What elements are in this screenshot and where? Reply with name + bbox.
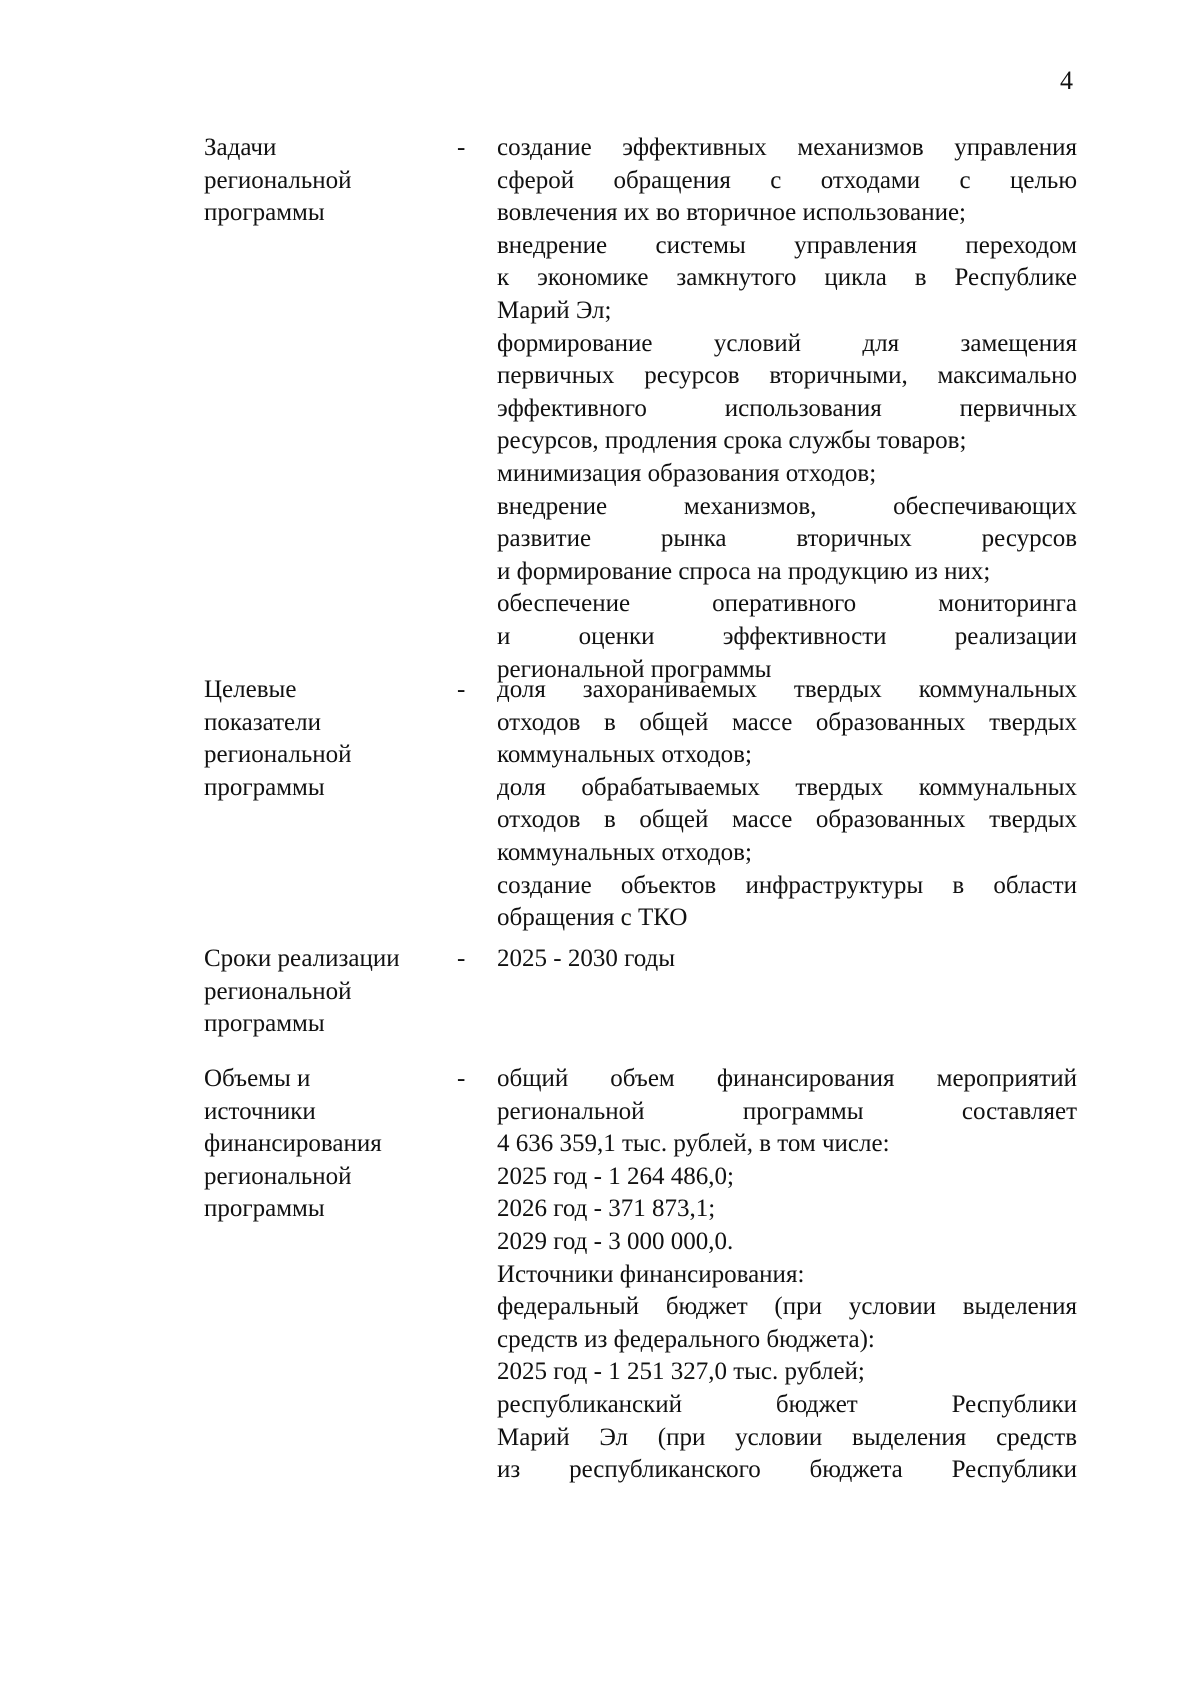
label-line: финансирования: [204, 1130, 382, 1158]
content-line: коммунальных отходов;: [497, 741, 752, 769]
content-line: внедрение механизмов, обеспечивающих: [497, 492, 1077, 520]
content-line: и формирование спроса на продукцию из них;: [497, 557, 991, 585]
section-dash: -: [457, 676, 466, 703]
content-line: отходов в общей массе образованных твердых: [497, 708, 1077, 736]
content-line: создание объектов инфраструктуры в области: [497, 871, 1077, 899]
content-line: ресурсов, продления срока службы товаров;: [497, 427, 967, 455]
label-line: программы: [204, 199, 325, 227]
label-line: региональной: [204, 977, 352, 1005]
content-line: минимизация образования отходов;: [497, 459, 877, 487]
content-line: и оценки эффективности реализации: [497, 622, 1077, 650]
section-label: [204, 1063, 454, 1226]
label-line: программы: [204, 773, 325, 801]
content-line: развитие рынка вторичных ресурсов: [497, 525, 1077, 553]
content-line: Марий Эл (при условии выделения средств: [497, 1423, 1077, 1451]
content-line: республиканский бюджет Республики: [497, 1390, 1077, 1418]
content-line: региональной программы составляет: [497, 1097, 1077, 1125]
content-line: формирование условий для замещения: [497, 329, 1077, 357]
content-line: коммунальных отходов;: [497, 838, 752, 866]
content-line: 2029 год - 3 000 000,0.: [497, 1227, 734, 1255]
content-line: отходов в общей массе образованных твердых: [497, 806, 1077, 834]
label-line: региональной: [204, 741, 352, 769]
section-dash: -: [457, 134, 466, 161]
section-label: [204, 674, 454, 804]
section-content: [497, 943, 1077, 976]
content-line: сферой обращения с отходами с целью: [497, 166, 1077, 194]
content-line: вовлечения их во вторичное использование;: [497, 199, 967, 227]
section-content: [497, 132, 1077, 686]
label-line: программы: [204, 1195, 325, 1223]
content-line: 2026 год - 371 873,1;: [497, 1195, 716, 1223]
content-line: 2025 - 2030 годы: [497, 945, 676, 972]
content-line: Марий Эл;: [497, 296, 612, 324]
label-line: Задачи: [204, 134, 277, 161]
content-line: доля обрабатываемых твердых коммунальных: [497, 773, 1077, 801]
content-line: региональной программы: [497, 655, 772, 683]
section-content: [497, 674, 1077, 935]
content-line: к экономике замкнутого цикла в Республике: [497, 264, 1077, 292]
label-line: Сроки реализации: [204, 945, 400, 972]
content-line: внедрение системы управления переходом: [497, 231, 1077, 259]
section-label: [204, 132, 454, 230]
content-line: общий объем финансирования мероприятий: [497, 1065, 1077, 1092]
section-dash: -: [457, 945, 466, 972]
section-dash: -: [457, 1065, 466, 1092]
content-line: первичных ресурсов вторичными, максимально: [497, 362, 1077, 390]
content-line: Источники финансирования:: [497, 1260, 805, 1288]
label-line: программы: [204, 1010, 325, 1038]
label-line: Целевые: [204, 676, 297, 703]
content-line: средств из федерального бюджета):: [497, 1325, 875, 1353]
section-label: [204, 943, 454, 1041]
content-line: обеспечение оперативного мониторинга: [497, 590, 1077, 618]
content-line: федеральный бюджет (при условии выделения: [497, 1293, 1077, 1321]
content-line: 4 636 359,1 тыс. рублей, в том числе:: [497, 1130, 890, 1158]
label-line: региональной: [204, 1162, 352, 1190]
content-line: 2025 год - 1 264 486,0;: [497, 1162, 734, 1190]
content-line: 2025 год - 1 251 327,0 тыс. рублей;: [497, 1358, 865, 1386]
section-content: [497, 1063, 1077, 1487]
content-line: эффективного использования первичных: [497, 394, 1077, 422]
content-line: доля захораниваемых твердых коммунальных: [497, 676, 1077, 703]
label-line: показатели: [204, 708, 321, 736]
content-line: из республиканского бюджета Республики: [497, 1456, 1077, 1484]
label-line: региональной: [204, 166, 352, 194]
content-line: создание эффективных механизмов управления: [497, 134, 1077, 161]
label-line: источники: [204, 1097, 316, 1125]
content-line: обращения с ТКО: [497, 904, 688, 932]
label-line: Объемы и: [204, 1065, 311, 1092]
page-number: 4: [1060, 66, 1073, 95]
